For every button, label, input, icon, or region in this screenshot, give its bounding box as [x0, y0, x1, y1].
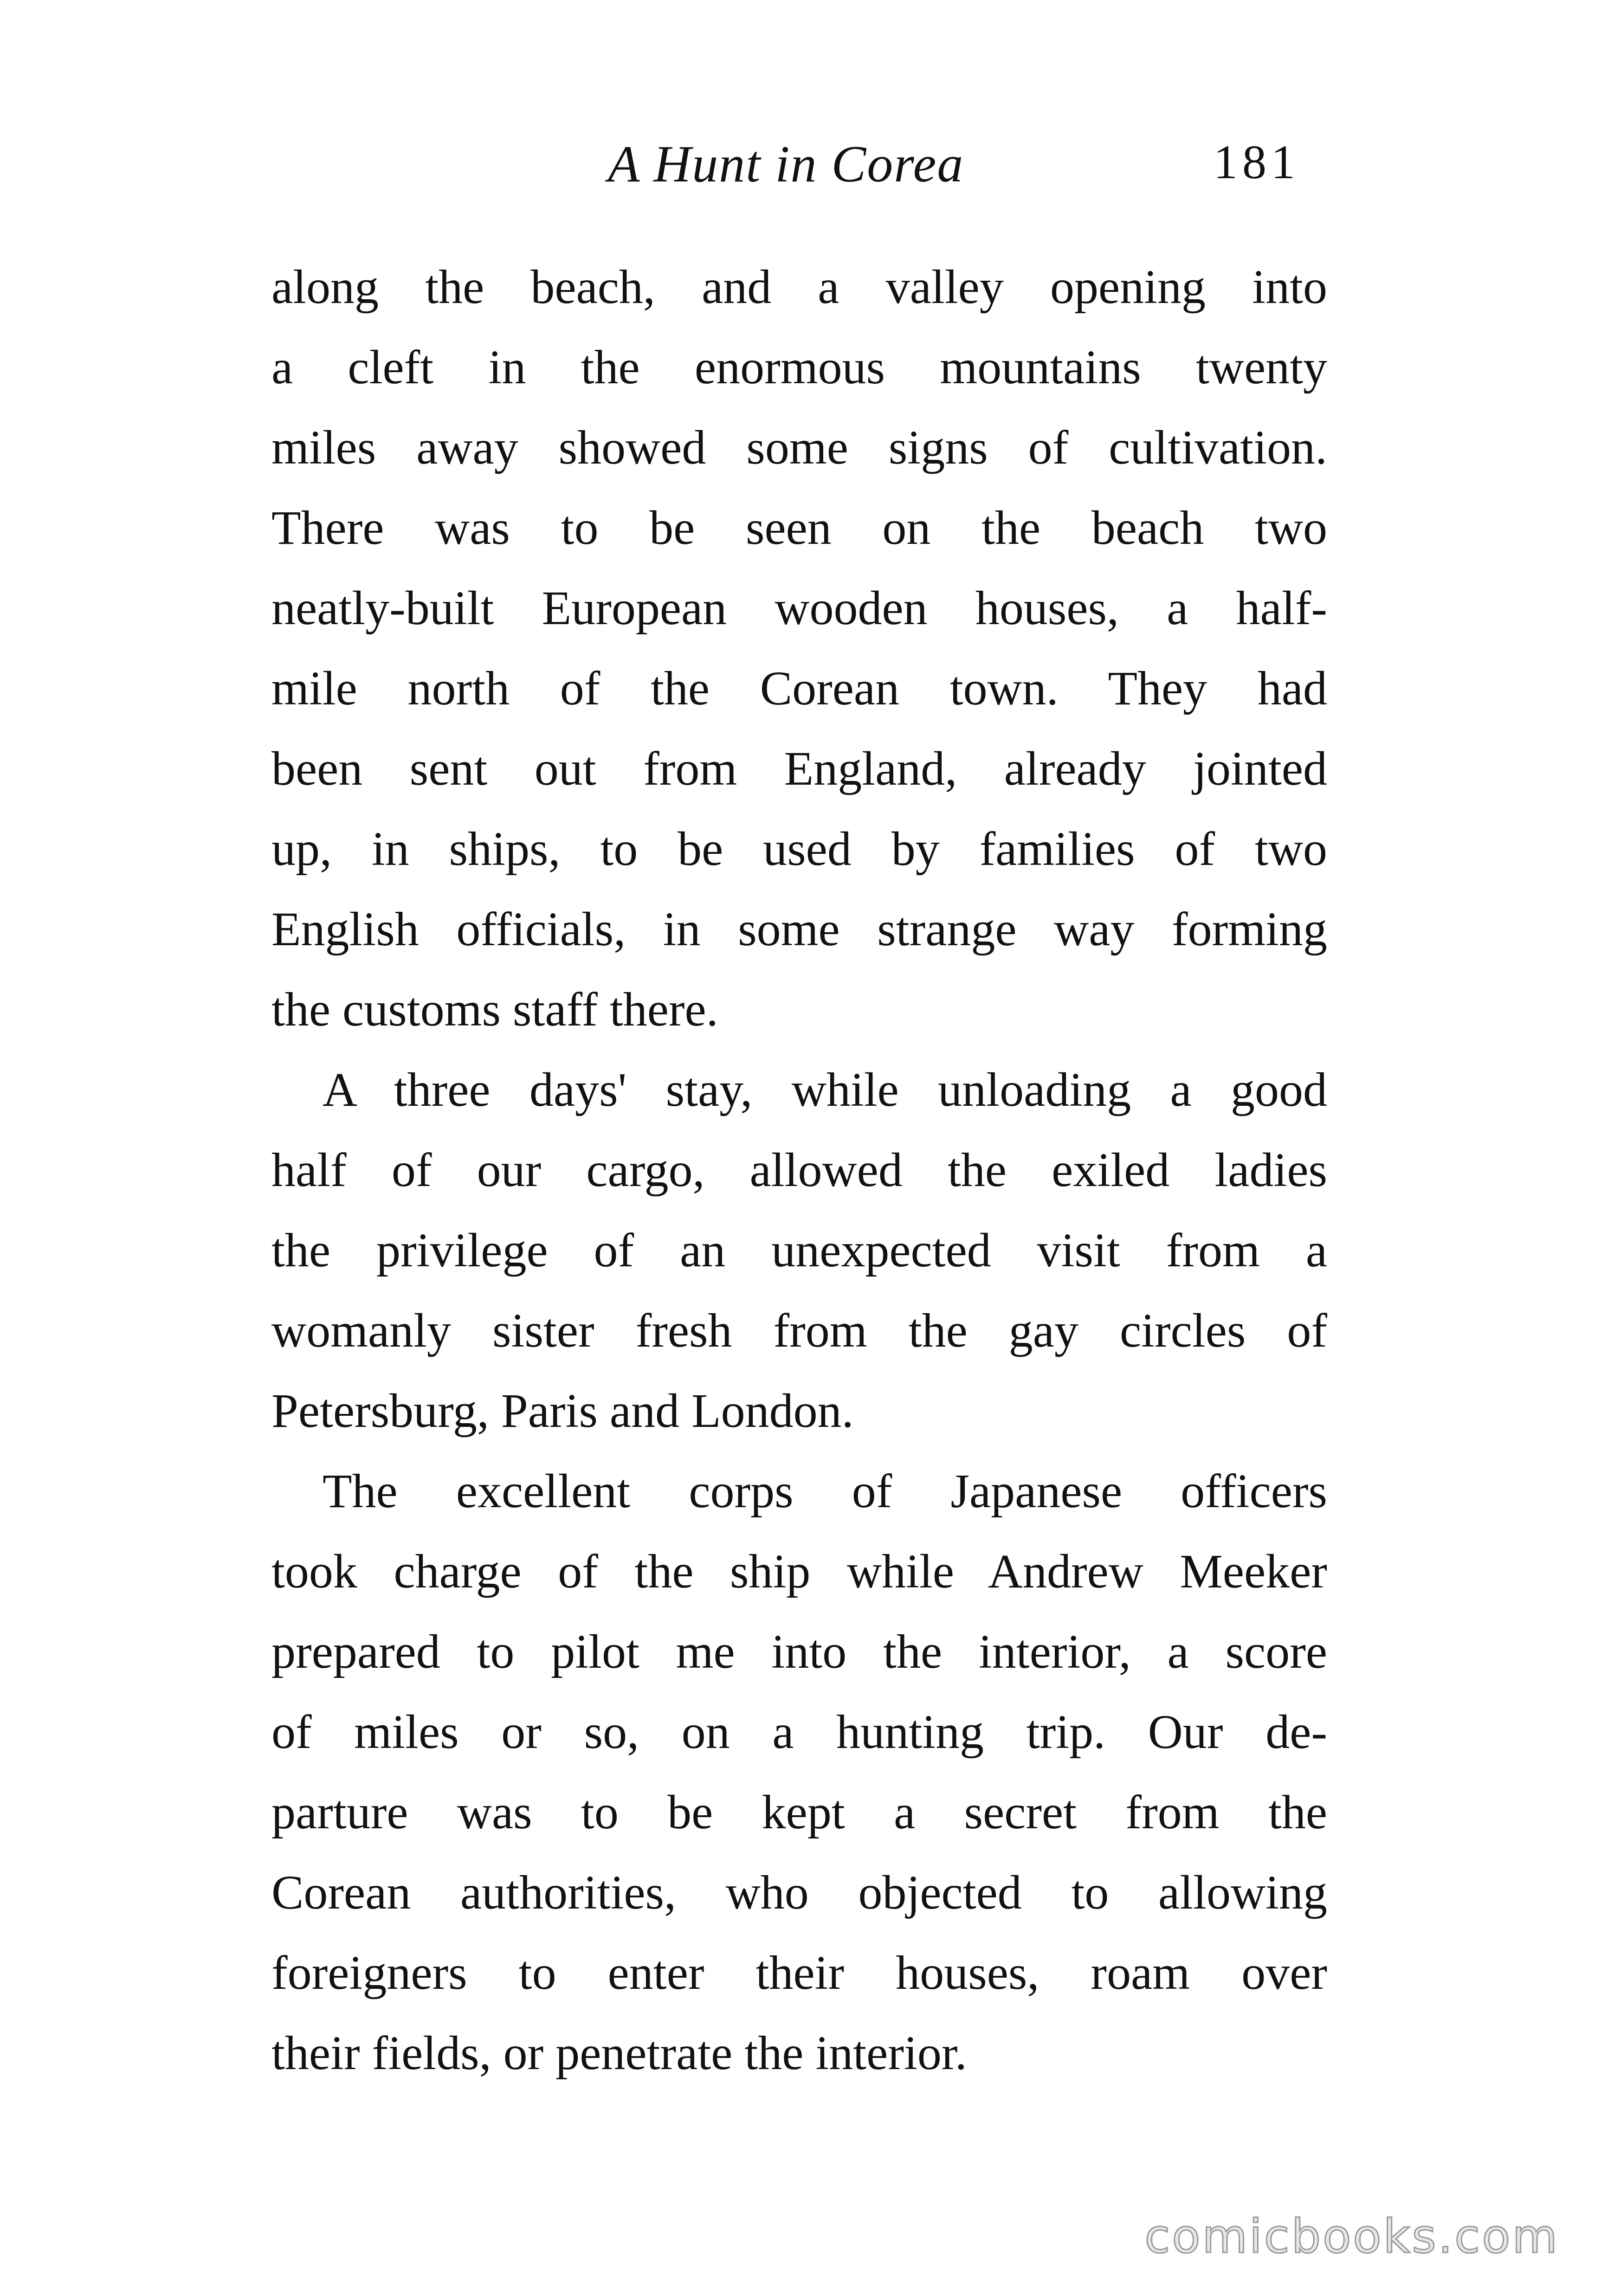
text-line: mile north of the Corean town. They had — [271, 662, 1327, 715]
text-line: been sent out from England, already jointed — [271, 742, 1327, 795]
text-line: womanly sister fresh from the gay circles of — [271, 1304, 1327, 1357]
text-line: a cleft in the enormous mountains twenty — [271, 341, 1327, 394]
text-line: parture was to be kept a secret from the — [271, 1786, 1327, 1839]
text-line: the privilege of an unexpected visit from a — [271, 1224, 1327, 1277]
text-line: English officials, in some strange way forming — [271, 903, 1327, 956]
text-line: the customs staff there. — [271, 983, 718, 1036]
text-line: of miles or so, on a hunting trip. Our de- — [271, 1705, 1327, 1759]
text-line: Petersburg, Paris and London. — [271, 1384, 854, 1438]
body-text — [271, 247, 1327, 2093]
paragraph — [271, 247, 1327, 1050]
text-line: Corean authorities, who objected to allowing — [271, 1866, 1327, 1919]
text-line: along the beach, and a valley opening into — [271, 260, 1327, 314]
text-line: The excellent corps of Japanese officers — [323, 1464, 1327, 1518]
text-line: foreigners to enter their houses, roam over — [271, 1946, 1327, 1999]
text-line: up, in ships, to be used by families of two — [271, 822, 1327, 876]
text-line: took charge of the ship while Andrew Meeker — [271, 1545, 1327, 1598]
running-title: A Hunt in Corea — [608, 135, 964, 193]
text-line: There was to be seen on the beach two — [271, 501, 1327, 555]
text-line: neatly-built European wooden houses, a half- — [271, 581, 1327, 635]
page-header — [0, 135, 1601, 204]
text-line: A three days' stay, while unloading a good — [323, 1063, 1327, 1116]
page-number: 181 — [1214, 135, 1300, 189]
text-line: half of our cargo, allowed the exiled ladies — [271, 1143, 1327, 1197]
text-line: prepared to pilot me into the interior, a score — [271, 1625, 1327, 1678]
text-line: their fields, or penetrate the interior. — [271, 2026, 967, 2080]
paragraph — [271, 1451, 1327, 2093]
paragraph — [271, 1050, 1327, 1451]
text-line: miles away showed some signs of cultivation. — [271, 421, 1327, 474]
watermark: comicbooks.com — [1144, 2209, 1559, 2264]
